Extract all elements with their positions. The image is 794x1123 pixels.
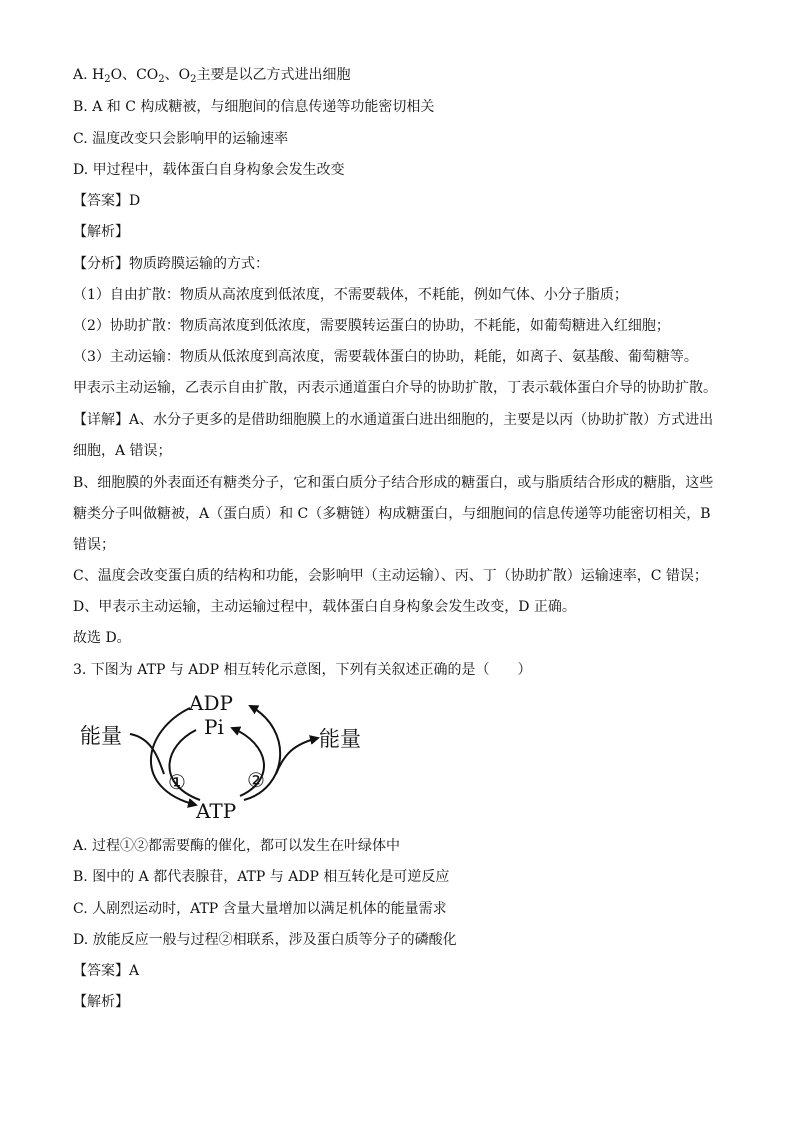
q3-option-a: A. 过程①②都需要酶的催化，都可以发生在叶绿体中	[73, 838, 401, 854]
analysis-line: C、温度会改变蛋白质的结构和功能，会影响甲（主动运输）、丙、丁（协助扩散）运输速率，C 错误；	[73, 568, 708, 584]
step2-label: ②	[247, 768, 265, 792]
adp-label: ADP	[189, 691, 233, 715]
q2-option-c: C. 温度改变只会影响甲的运输速率	[73, 131, 289, 147]
analysis-line: （2）协助扩散：物质高浓度到低浓度，需要膜转运蛋白的协助，不耗能，如葡萄糖进入红细胞；	[73, 318, 670, 334]
q2-answer: 【答案】D	[73, 193, 141, 209]
q2-option-d: D. 甲过程中，载体蛋白自身构象会发生改变	[73, 162, 345, 178]
analysis-line: （1）自由扩散：物质从高浓度到低浓度，不需要载体，不耗能，例如气体、小分子脂质；	[73, 287, 628, 303]
analysis-line: D、甲表示主动运输，主动运输过程中，载体蛋白自身构象会发生改变，D 正确。	[73, 599, 576, 615]
analysis-line: B、细胞膜的外表面还有糖类分子，它和蛋白质分子结合形成的糖蛋白，或与脂质结合形成的糖脂，这些	[73, 475, 714, 491]
energy-right-label: 能量	[319, 727, 361, 751]
analysis-line: 糖类分子叫做糖被，A（蛋白质）和 C（多糖链）构成糖蛋白，与细胞间的信息传递等功能密切相关，B	[73, 506, 711, 522]
q3-analysis-title: 【解析】	[73, 994, 129, 1010]
q3-option-d: D. 放能反应一般与过程②相联系，涉及蛋白质等分子的磷酸化	[73, 932, 457, 948]
atp-adp-cycle-diagram	[72, 688, 372, 828]
energy-left-label: 能量	[80, 724, 122, 748]
analysis-line: 甲表示主动运输，乙表示自由扩散，丙表示通道蛋白介导的协助扩散，丁表示载体蛋白介导的协助扩散。	[73, 380, 717, 396]
q2-option-a: A. $H_2O$、$CO_2$、$O_2$主要是以乙方式进出细胞	[73, 67, 351, 85]
q2-analysis-title: 【解析】	[73, 224, 129, 240]
pi-label: Pi	[204, 715, 224, 739]
energy-in-arrow	[130, 734, 164, 774]
analysis-line: 【详解】A、水分子更多的是借助细胞膜上的水通道蛋白进出细胞的，主要是以丙（协助扩散）方式进出	[73, 412, 714, 428]
analysis-line: （3）主动运输：物质从低浓度到高浓度，需要载体蛋白的协助，耗能，如离子、氨基酸、葡萄糖等。	[73, 349, 698, 365]
step1-label: ①	[168, 770, 186, 794]
q2-option-b: B. A 和 C 构成糖被，与细胞间的信息传递等功能密切相关	[73, 99, 435, 115]
q3-option-c: C. 人剧烈运动时，ATP 含量大量增加以满足机体的能量需求	[73, 901, 447, 917]
analysis-line: 故选 D。	[73, 630, 131, 646]
q3-answer: 【答案】A	[73, 963, 140, 979]
energy-out-arrow	[276, 738, 318, 774]
q3-option-b: B. 图中的 A 都代表腺苷，ATP 与 ADP 相互转化是可逆反应	[73, 869, 450, 885]
analysis-line: 细胞，A 错误；	[73, 443, 172, 459]
atp-label: ATP	[196, 799, 237, 823]
analysis-line: 错误；	[73, 537, 115, 553]
q3-stem: 3. 下图为 ATP 与 ADP 相互转化示意图，下列有关叙述正确的是（ ）	[73, 662, 532, 678]
analysis-line: 【分析】物质跨膜运输的方式：	[73, 256, 269, 272]
